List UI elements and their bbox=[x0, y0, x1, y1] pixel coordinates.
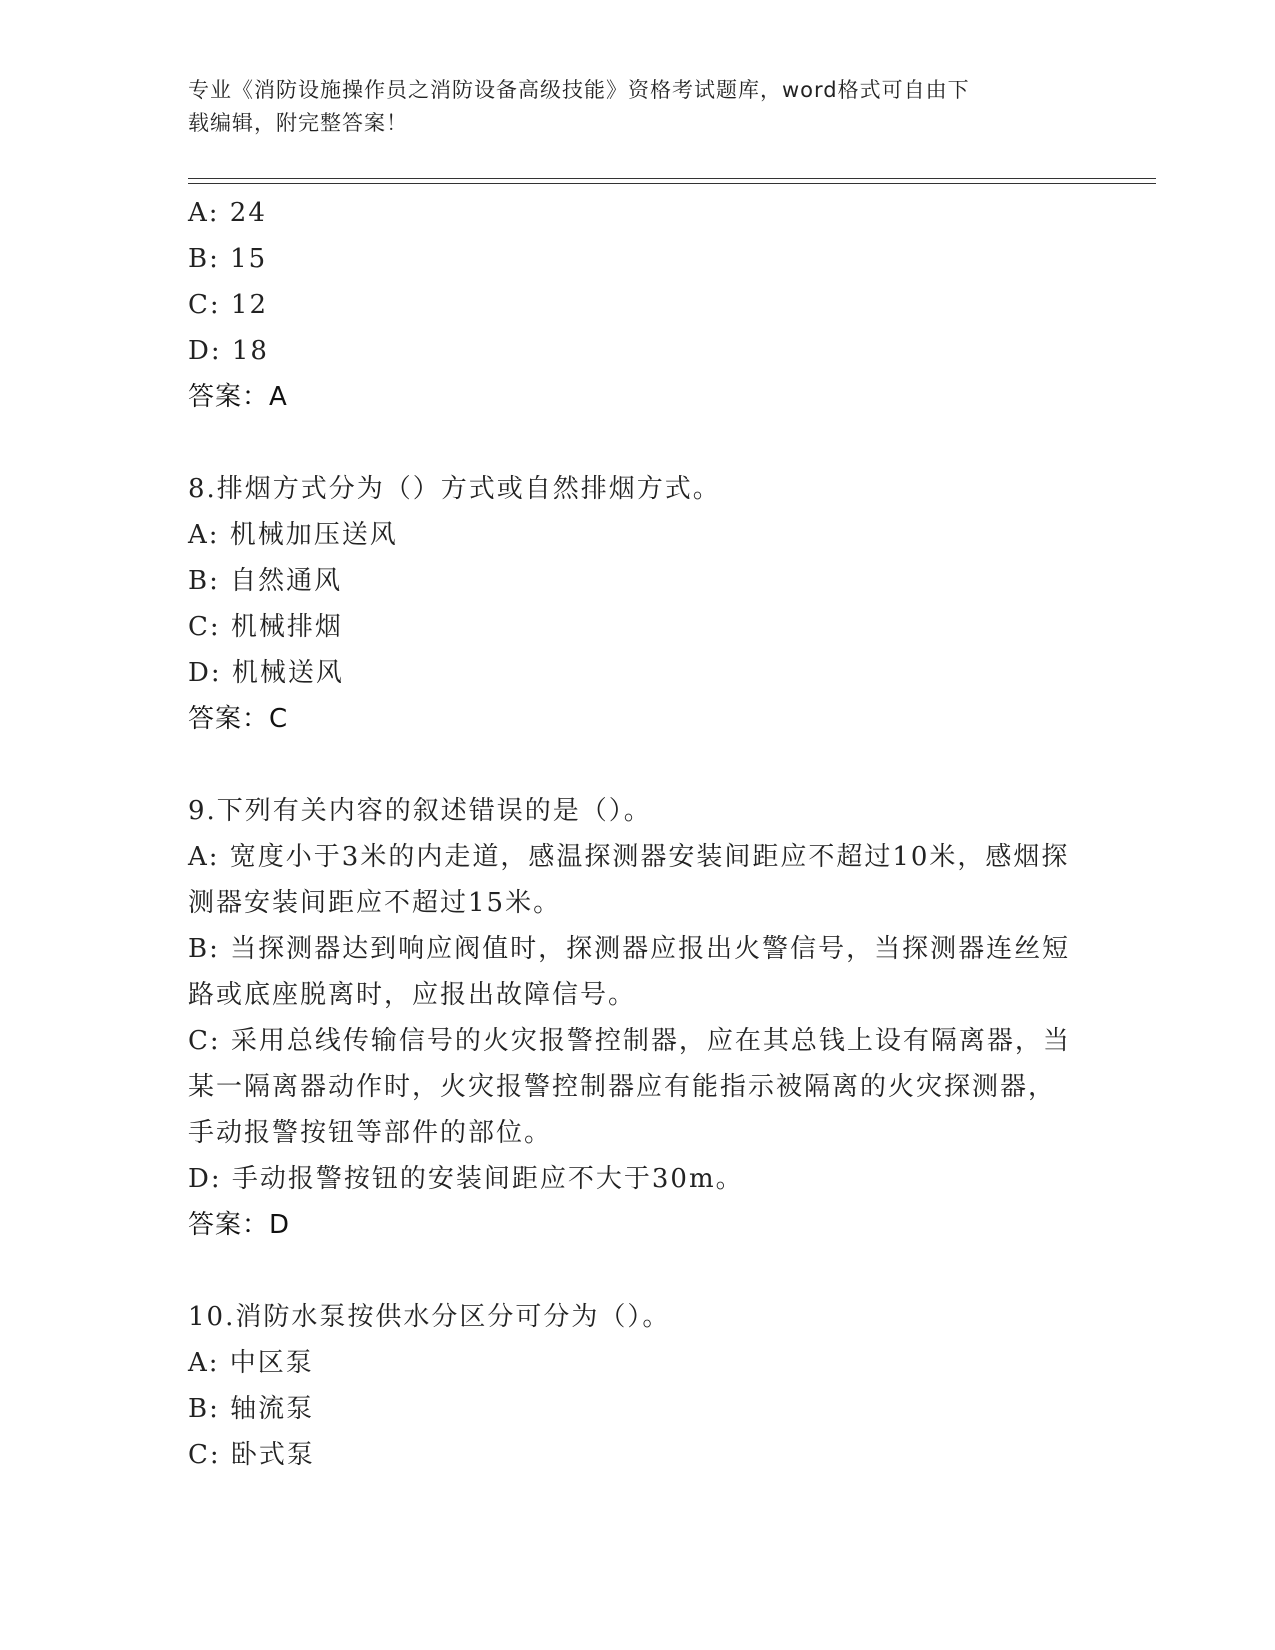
answer: 答案：D bbox=[188, 1210, 291, 1240]
question-9 bbox=[188, 788, 1078, 1248]
option-c: C: 12 bbox=[188, 290, 269, 320]
question-text: 10.消防水泵按供水分区分可分为（）。 bbox=[188, 1302, 671, 1332]
document-header bbox=[188, 74, 1068, 140]
question-8 bbox=[188, 466, 1078, 742]
question-text: 9.下列有关内容的叙述错误的是（）。 bbox=[188, 796, 652, 826]
header-divider-top bbox=[188, 178, 1156, 179]
header-line-1: 专业《消防设施操作员之消防设备高级技能》资格考试题库，word格式可自由下 bbox=[188, 78, 970, 102]
question-10 bbox=[188, 1294, 1078, 1478]
answer: 答案：A bbox=[188, 382, 288, 412]
option-b: B: 轴流泵 bbox=[188, 1394, 315, 1424]
option-d: D: 手动报警按钮的安装间距应不大于30m。 bbox=[188, 1164, 744, 1194]
option-a: A: 24 bbox=[188, 198, 267, 228]
option-c: C: 采用总线传输信号的火灾报警控制器，应在其总钱上设有隔离器，当某一隔离器动作时，火灾报警控制器应有能指示被隔离的火灾探测器，手动报警按钮等部件的部位。 bbox=[188, 1026, 1071, 1148]
option-b: B: 自然通风 bbox=[188, 566, 343, 596]
option-a: A: 机械加压送风 bbox=[188, 520, 398, 550]
option-d: D: 18 bbox=[188, 336, 269, 366]
option-d: D: 机械送风 bbox=[188, 658, 344, 688]
option-c: C: 机械排烟 bbox=[188, 612, 343, 642]
header-line-2: 载编辑，附完整答案！ bbox=[188, 111, 408, 135]
question-list bbox=[188, 190, 1078, 1478]
option-a: A: 中区泵 bbox=[188, 1348, 314, 1378]
question-text: 8.排烟方式分为（）方式或自然排烟方式。 bbox=[188, 474, 721, 504]
header-divider-bottom bbox=[188, 183, 1156, 184]
option-a: A: 宽度小于3米的内走道，感温探测器安装间距应不超过10米，感烟探测器安装间距应不超过15米。 bbox=[188, 842, 1070, 918]
option-b: B: 15 bbox=[188, 244, 268, 274]
question-7 bbox=[188, 190, 1078, 420]
answer: 答案：C bbox=[188, 704, 289, 734]
option-c: C: 卧式泵 bbox=[188, 1440, 315, 1470]
option-b: B: 当探测器达到响应阀值时，探测器应报出火警信号，当探测器连丝短路或底座脱离时，应报出故障信号。 bbox=[188, 934, 1071, 1010]
